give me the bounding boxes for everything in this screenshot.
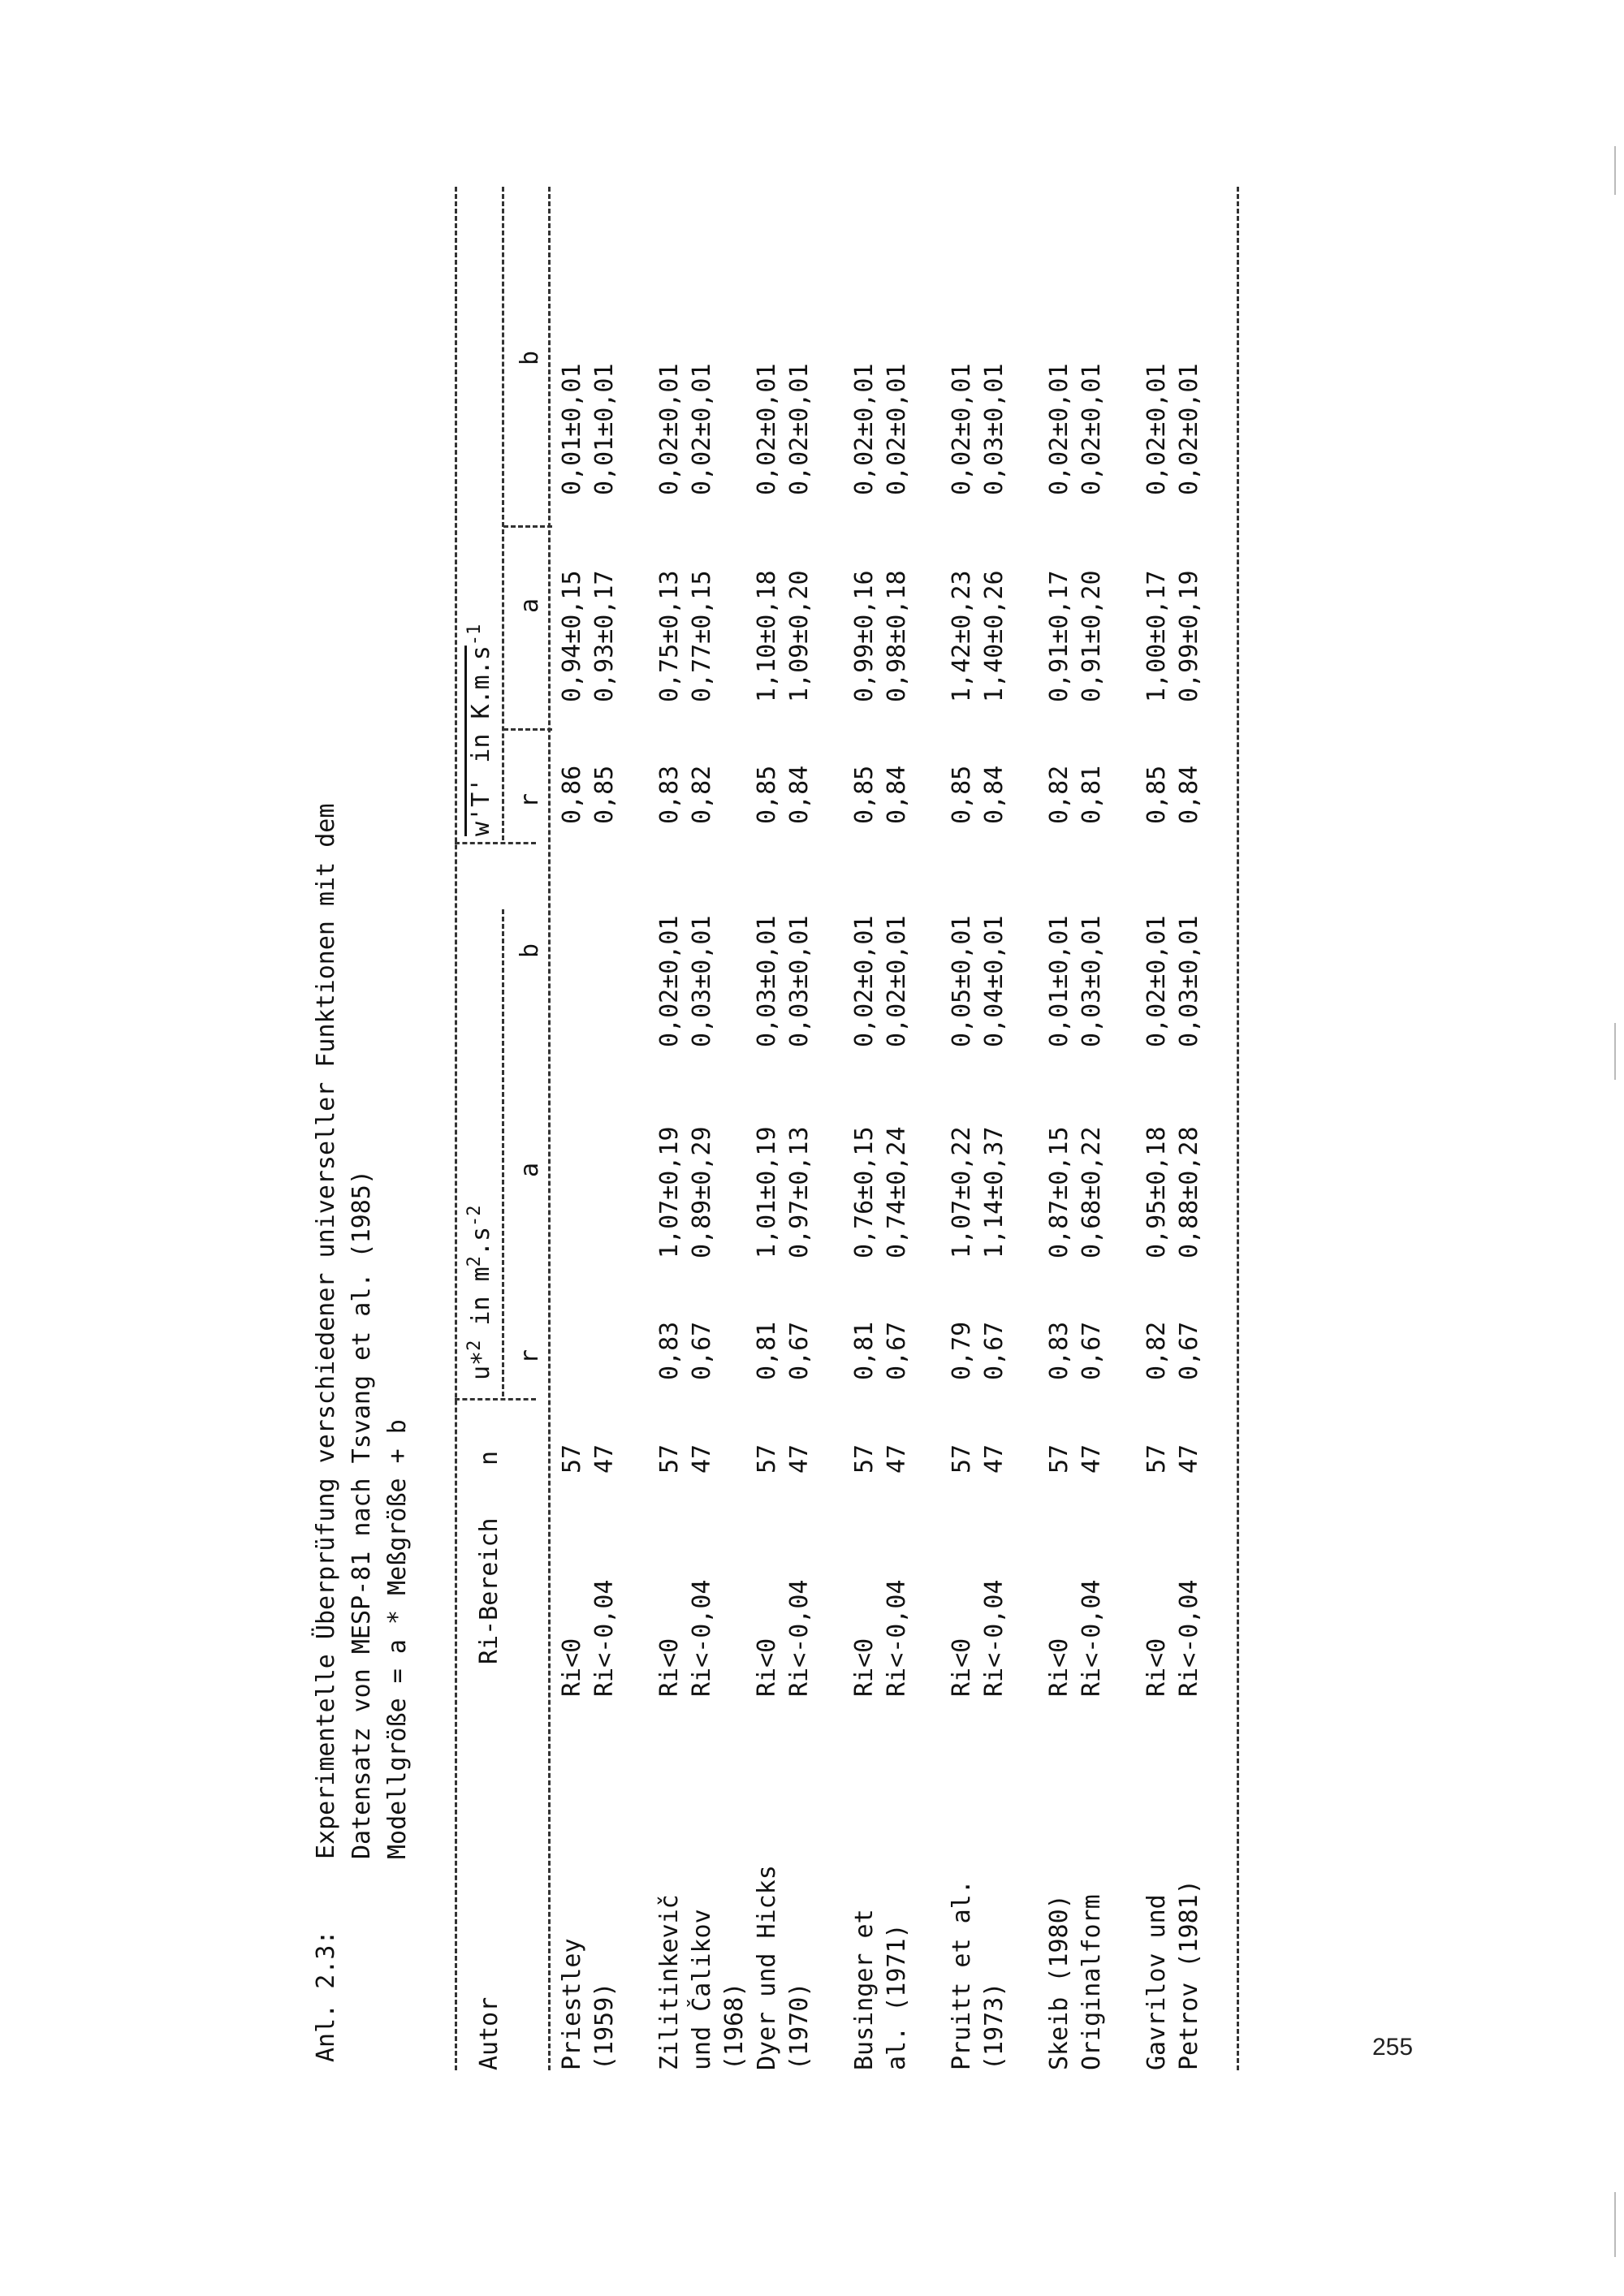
w-a-cell: 0,99±0,16	[850, 570, 879, 702]
u-a-cell: 0,97±0,13	[785, 1126, 814, 1258]
u-a-cell: 0,89±0,29	[688, 1126, 716, 1258]
subheader-w-a: a	[516, 598, 544, 613]
u-r-cell: 0,83	[655, 1321, 684, 1380]
author-cell: Skeib (1980)	[1045, 1894, 1073, 2070]
w-a-cell: 0,99±0,19	[1175, 570, 1203, 702]
u-r-cell: 0,82	[1142, 1321, 1171, 1380]
u-b-cell: 0,03±0,01	[688, 915, 716, 1047]
w-r-cell: 0,85	[1142, 765, 1171, 824]
caption-line-2: Datensatz von MESP-81 nach Tsvang et al. (1985)	[348, 1170, 376, 1859]
w-r-cell: 0,82	[1045, 765, 1073, 824]
ri-cell: Ri<-0,04	[785, 1579, 814, 1697]
u-r-cell: 0,67	[883, 1321, 911, 1380]
u-b-cell: 0,03±0,01	[785, 915, 814, 1047]
author-cell: (1959)	[590, 1982, 619, 2070]
u-a-cell: 0,88±0,28	[1175, 1126, 1203, 1258]
n-cell: 47	[785, 1444, 814, 1474]
n-cell: 47	[590, 1444, 619, 1474]
header-author: Autor	[475, 1996, 503, 2070]
author-cell: al. (1971)	[883, 1923, 911, 2070]
ri-cell: Ri<0	[753, 1638, 781, 1697]
table-top-rule	[455, 187, 457, 2070]
u-b-cell: 0,03±0,01	[1078, 915, 1106, 1047]
author-cell: (1968)	[720, 1982, 749, 2070]
u-r-cell: 0,79	[948, 1321, 976, 1380]
n-cell: 57	[655, 1444, 684, 1474]
w-r-cell: 0,84	[1175, 765, 1203, 824]
w-b-cell: 0,02±0,01	[753, 363, 781, 495]
w-r-cell: 0,85	[948, 765, 976, 824]
rotated-table-sheet	[292, 130, 1592, 2078]
u-a-cell: 0,95±0,18	[1142, 1126, 1171, 1258]
w-r-cell: 0,86	[558, 765, 586, 824]
author-cell: Businger et	[850, 1909, 879, 2070]
u-r-cell: 0,81	[753, 1321, 781, 1380]
subheader-u-a: a	[516, 1162, 544, 1177]
header-divider-wgroup-r	[503, 728, 552, 731]
w-b-cell: 0,01±0,01	[558, 363, 586, 495]
w-b-cell: 0,02±0,01	[688, 363, 716, 495]
u-b-cell: 0,02±0,01	[1142, 915, 1171, 1047]
n-cell: 47	[883, 1444, 911, 1474]
w-r-cell: 0,84	[785, 765, 814, 824]
subheader-w-b: b	[516, 350, 544, 365]
u-b-cell: 0,04±0,01	[980, 915, 1009, 1047]
u-a-cell: 1,07±0,19	[655, 1126, 684, 1258]
ri-cell: Ri<-0,04	[1175, 1579, 1203, 1697]
w-r-cell: 0,85	[590, 765, 619, 824]
w-a-cell: 0,94±0,15	[558, 570, 586, 702]
w-b-cell: 0,02±0,01	[883, 363, 911, 495]
w-a-cell: 0,75±0,13	[655, 570, 684, 702]
w-b-cell: 0,02±0,01	[1045, 363, 1073, 495]
u-a-cell: 0,87±0,15	[1045, 1126, 1073, 1258]
author-cell: (1970)	[785, 1982, 814, 2070]
u-r-cell: 0,83	[1045, 1321, 1073, 1380]
ri-cell: Ri<0	[850, 1638, 879, 1697]
w-b-cell: 0,02±0,01	[1175, 363, 1203, 495]
w-b-cell: 0,02±0,01	[1142, 363, 1171, 495]
page-number: 255	[1372, 2034, 1414, 2061]
w-b-cell: 0,02±0,01	[785, 363, 814, 495]
scan-edge-mark	[1614, 2192, 1616, 2257]
author-cell: Gavrilov und	[1142, 1894, 1171, 2070]
header-divider-wgroup	[455, 842, 536, 844]
w-a-cell: 0,77±0,15	[688, 570, 716, 702]
author-cell: Originalform	[1078, 1894, 1106, 2070]
u-a-cell: 0,68±0,22	[1078, 1126, 1106, 1258]
header-n: n	[475, 1450, 503, 1465]
n-cell: 57	[948, 1444, 976, 1474]
w-b-cell: 0,01±0,01	[590, 363, 619, 495]
group-underline-w	[502, 187, 504, 840]
ri-cell: Ri<0	[948, 1638, 976, 1697]
author-cell: (1973)	[980, 1982, 1009, 2070]
u-b-cell: 0,02±0,01	[883, 915, 911, 1047]
w-r-cell: 0,85	[850, 765, 879, 824]
u-b-cell: 0,02±0,01	[655, 915, 684, 1047]
w-b-cell: 0,02±0,01	[948, 363, 976, 495]
n-cell: 47	[980, 1444, 1009, 1474]
ri-cell: Ri<0	[1142, 1638, 1171, 1697]
u-b-cell: 0,03±0,01	[1175, 915, 1203, 1047]
ri-cell: Ri<-0,04	[590, 1579, 619, 1697]
table-bottom-rule	[1237, 187, 1239, 2070]
header-ri-range: Ri-Bereich	[475, 1517, 503, 1664]
u-r-cell: 0,67	[1175, 1321, 1203, 1380]
u-b-cell: 0,03±0,01	[753, 915, 781, 1047]
w-a-cell: 0,91±0,17	[1045, 570, 1073, 702]
w-b-cell: 0,02±0,01	[655, 363, 684, 495]
w-b-cell: 0,02±0,01	[1078, 363, 1106, 495]
group-underline-u	[502, 909, 504, 1396]
u-b-cell: 0,02±0,01	[850, 915, 879, 1047]
u-a-cell: 1,07±0,22	[948, 1126, 976, 1258]
w-a-cell: 0,98±0,18	[883, 570, 911, 702]
w-a-cell: 1,42±0,23	[948, 570, 976, 702]
ri-cell: Ri<-0,04	[1078, 1579, 1106, 1697]
w-a-cell: 1,09±0,20	[785, 570, 814, 702]
ri-cell: Ri<-0,04	[688, 1579, 716, 1697]
author-cell: Dyer und Hicks	[753, 1865, 781, 2070]
ri-cell: Ri<-0,04	[883, 1579, 911, 1697]
u-r-cell: 0,81	[850, 1321, 879, 1380]
u-a-cell: 1,14±0,37	[980, 1126, 1009, 1258]
n-cell: 57	[753, 1444, 781, 1474]
w-b-cell: 0,02±0,01	[850, 363, 879, 495]
header-wt-group: w'T' in $K.m.s^{-1}$	[464, 624, 495, 836]
n-cell: 47	[1175, 1444, 1203, 1474]
n-cell: 57	[1142, 1444, 1171, 1474]
n-cell: 57	[1045, 1444, 1073, 1474]
w-r-cell: 0,82	[688, 765, 716, 824]
subheader-w-r: r	[516, 792, 544, 808]
header-bottom-rule	[548, 187, 551, 2070]
n-cell: 57	[558, 1444, 586, 1474]
w-a-cell: 1,10±0,18	[753, 570, 781, 702]
ri-cell: Ri<0	[1045, 1638, 1073, 1697]
u-r-cell: 0,67	[688, 1321, 716, 1380]
ri-cell: Ri<0	[655, 1638, 684, 1697]
w-r-cell: 0,83	[655, 765, 684, 824]
u-a-cell: 1,01±0,19	[753, 1126, 781, 1258]
author-cell: Petrov (1981)	[1175, 1880, 1203, 2070]
n-cell: 57	[850, 1444, 879, 1474]
u-r-cell: 0,67	[785, 1321, 814, 1380]
w-r-cell: 0,85	[753, 765, 781, 824]
author-cell: Priestley	[558, 1938, 586, 2070]
ri-cell: Ri<0	[558, 1638, 586, 1697]
author-cell: und Čalikov	[688, 1909, 716, 2070]
u-a-cell: 0,76±0,15	[850, 1126, 879, 1258]
n-cell: 47	[688, 1444, 716, 1474]
caption-label: Anl. 2.3:	[312, 1930, 340, 2062]
ri-cell: Ri<-0,04	[980, 1579, 1009, 1697]
header-divider-ugroup	[455, 1398, 536, 1400]
w-b-cell: 0,03±0,01	[980, 363, 1009, 495]
scan-edge-mark	[1614, 146, 1616, 195]
w-a-cell: 0,91±0,20	[1078, 570, 1106, 702]
header-divider-wgroup-b	[503, 525, 552, 528]
header-u-star-group: u*$^2$ in $m^2.s^{-2}$	[464, 1205, 495, 1380]
u-r-cell: 0,67	[1078, 1321, 1106, 1380]
n-cell: 47	[1078, 1444, 1106, 1474]
w-r-cell: 0,84	[980, 765, 1009, 824]
subheader-u-b: b	[516, 943, 544, 958]
u-b-cell: 0,01±0,01	[1045, 915, 1073, 1047]
caption-line-3: Modellgröße = a * Meßgröße + b	[383, 1419, 412, 1859]
caption-line-1: Experimentelle Überprüfung verschiedener universeller Funktionen mit dem	[312, 803, 340, 1859]
subheader-u-r: r	[516, 1349, 544, 1364]
w-r-cell: 0,84	[883, 765, 911, 824]
u-a-cell: 0,74±0,24	[883, 1126, 911, 1258]
w-r-cell: 0,81	[1078, 765, 1106, 824]
u-r-cell: 0,67	[980, 1321, 1009, 1380]
w-a-cell: 1,40±0,26	[980, 570, 1009, 702]
author-cell: Zilitinkevič	[655, 1894, 684, 2070]
w-a-cell: 0,93±0,17	[590, 570, 619, 702]
w-a-cell: 1,00±0,17	[1142, 570, 1171, 702]
scan-edge-mark	[1614, 1023, 1616, 1080]
u-b-cell: 0,05±0,01	[948, 915, 976, 1047]
author-cell: Pruitt et al.	[948, 1880, 976, 2070]
